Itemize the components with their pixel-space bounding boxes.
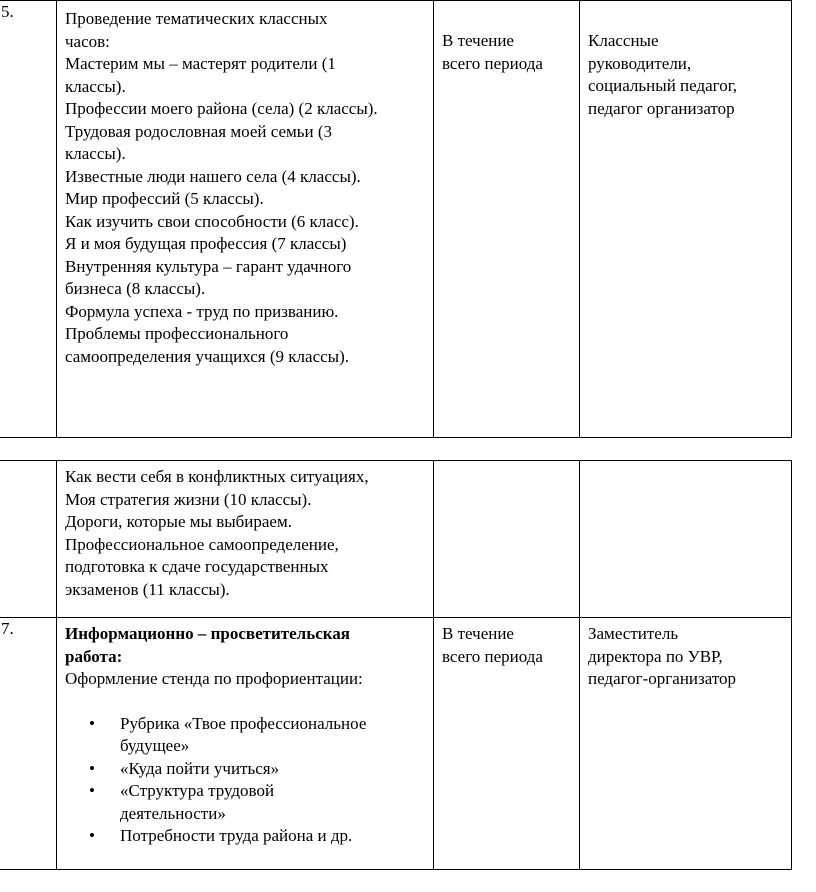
bullet-icon: •	[89, 781, 95, 800]
list-item-line: Рубрика «Твое профессиональное	[120, 713, 367, 733]
row-number: 5.	[1, 2, 14, 21]
responsible-line: руководители,	[588, 53, 692, 73]
period-line: всего периода	[442, 646, 543, 666]
activity-line: подготовка к сдаче государственных	[65, 557, 329, 576]
activity-line: классы).	[65, 76, 126, 96]
activity-cell	[57, 1, 434, 438]
responsible-line: педагог-организатор	[588, 669, 737, 688]
stand-intro: Оформление стенда по профориентации:	[65, 669, 363, 688]
plan-table-top	[0, 0, 792, 438]
list-item	[65, 713, 427, 758]
activity-line: Известные люди нашего села (4 классы).	[65, 166, 361, 186]
activity-line: Проблемы профессионального	[65, 324, 289, 343]
activity-line: бизнеса (8 классы).	[65, 279, 206, 298]
list-item-line: Потребности труда района и др.	[120, 826, 353, 845]
activity-line: часов:	[65, 31, 110, 51]
activity-line: Мастерим мы – мастерят родители (1	[65, 54, 336, 73]
activity-line: Моя стратегия жизни (10 классы).	[65, 489, 312, 509]
activity-line: экзаменов (11 классы).	[65, 579, 230, 599]
responsible-line: социальный педагог,	[588, 76, 738, 95]
section-title-line: работа:	[65, 646, 123, 666]
responsible-line: педагог организатор	[588, 98, 735, 118]
period-line: всего периода	[442, 53, 543, 73]
activity-line: Как вести себя в конфликтных ситуациях,	[65, 467, 369, 486]
bullet-icon: •	[89, 826, 95, 845]
activity-line: Профессии моего района (села) (2 классы).	[65, 99, 378, 118]
bullet-list	[65, 713, 427, 848]
activity-line: Формула успеха - труд по призванию.	[65, 301, 339, 321]
period-cell	[434, 1, 580, 438]
row-number-cell	[0, 461, 57, 618]
activity-line: Я и моя будущая профессия (7 классы)	[65, 234, 347, 253]
activity-line: Как изучить свои способности (6 класс).	[65, 211, 359, 231]
responsible-line: директора по УВР,	[588, 646, 723, 666]
activity-line: Проведение тематических классных	[65, 9, 328, 28]
activity-line: Дороги, которые мы выбираем.	[65, 512, 292, 531]
table-row	[0, 461, 792, 618]
table-row	[0, 1, 792, 438]
section-title-line: Информационно – просветительская	[65, 624, 350, 643]
list-item-line: «Куда пойти учиться»	[120, 758, 280, 778]
activity-line: Внутренняя культура – гарант удачного	[65, 256, 352, 276]
row-number-cell	[0, 1, 57, 438]
responsible-line: Классные	[588, 31, 659, 50]
activity-cell	[57, 461, 434, 618]
activity-line: классы).	[65, 144, 126, 163]
list-item	[65, 780, 427, 825]
responsible-cell	[580, 618, 792, 870]
list-item-line: деятельности»	[120, 803, 226, 823]
bullet-icon: •	[89, 758, 95, 778]
period-line: В течение	[442, 31, 514, 50]
row-number: 7.	[1, 619, 14, 638]
responsible-line: Заместитель	[588, 624, 679, 643]
responsible-cell	[580, 461, 792, 618]
plan-table-bottom	[0, 460, 792, 870]
list-item	[65, 825, 427, 848]
activity-line: Трудовая родословная моей семьи (3	[65, 121, 333, 141]
list-item	[65, 758, 427, 781]
period-cell	[434, 618, 580, 870]
list-item-line: будущее»	[120, 736, 190, 755]
table-row	[0, 618, 792, 870]
period-cell	[434, 461, 580, 618]
period-line: В течение	[442, 624, 514, 643]
bullet-icon: •	[89, 713, 95, 733]
activity-cell	[57, 618, 434, 870]
row-number-cell	[0, 618, 57, 870]
responsible-cell	[580, 1, 792, 438]
list-item-line: «Структура трудовой	[120, 781, 275, 800]
activity-line: самоопределения учащихся (9 классы).	[65, 346, 349, 366]
activity-line: Профессиональное самоопределение,	[65, 534, 339, 554]
activity-line: Мир профессий (5 классы).	[65, 189, 264, 208]
